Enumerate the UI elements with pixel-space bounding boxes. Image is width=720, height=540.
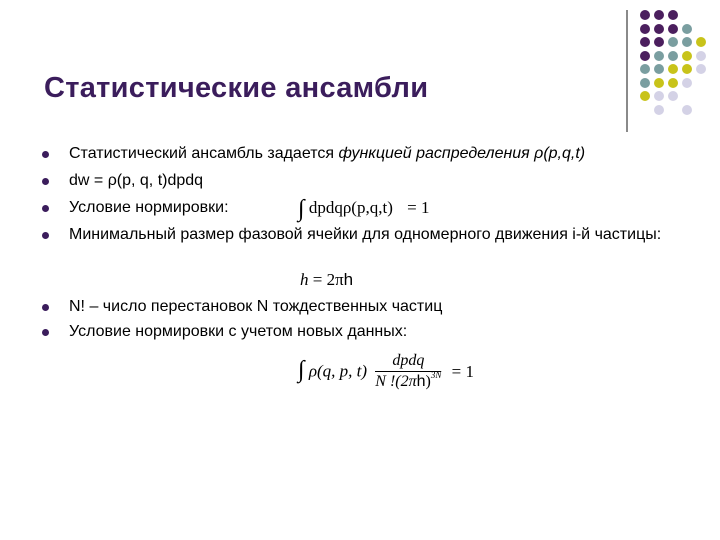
decorative-dot [640,78,650,88]
bullet-marker [42,329,49,336]
bullet-text: Условие нормировки: [69,199,229,216]
decorative-dot [668,10,678,20]
decorative-dot [668,91,678,101]
bullet-marker [42,151,49,158]
decorative-dot [696,37,706,47]
decorative-dot [696,64,706,74]
decorative-dot [640,64,650,74]
decorative-dot [640,10,650,20]
planck-h: h [300,270,309,289]
normalization-n-formula [298,352,474,391]
slide-title: Статистические ансамбли [44,72,429,104]
denominator: N $!(2\pi h)^{3N}$ [375,370,442,390]
decorative-dot [640,37,650,47]
phase-cell-formula [300,270,353,290]
decorative-dot [682,24,692,34]
decorative-dot [668,51,678,61]
decorative-dot [668,64,678,74]
decorative-dot [654,37,664,47]
normalization-formula [298,193,429,220]
bullet-marker [42,304,49,311]
decorative-dot [640,91,650,101]
decorative-dot [654,105,664,115]
decorative-dot [696,51,706,61]
numerator: dpdq [375,352,441,372]
decorative-dot [668,78,678,88]
two-pi: = 2π [312,270,344,289]
integral-sign: ∫ [298,196,305,222]
bullet-marker [42,232,49,239]
integral-sign: ∫ [298,357,305,383]
right-hand-side: = 1 [451,361,474,381]
decorative-dot [654,78,664,88]
decorative-dot [640,24,650,34]
decorative-dot [682,105,692,115]
decorative-dot [654,91,664,101]
bullet-italic-text: функцией распределения ρ(p,q,t) [338,145,586,162]
decorative-dot [682,78,692,88]
hbar-symbol: h [343,270,354,289]
right-hand-side: = 1 [407,198,430,217]
decorative-dot [668,24,678,34]
decorative-dot [654,64,664,74]
bullet-text: Условие нормировки с учетом новых данных: [69,323,408,340]
hbar-symbol: h [416,373,426,390]
bullet-text: N! – число перестановок N тождественных частиц [69,298,443,315]
bullet-marker [42,178,49,185]
fraction [375,352,441,391]
bullet-marker [42,205,49,212]
bullet-text: Статистический ансамбль задается [69,145,339,162]
decorative-dot [654,24,664,34]
decorative-dot [668,37,678,47]
decorative-dot [682,51,692,61]
decorative-dot [654,51,664,61]
decorative-dot [640,51,650,61]
decorative-dot [682,37,692,47]
decorative-dot [654,10,664,20]
exponent: 3N [430,370,442,380]
bullet-text: dw = ρ(p, q, t)dpdq [69,172,204,189]
bullet-text: Минимальный размер фазовой ячейки для одномерного движения i-й частицы: [69,226,662,243]
decorative-dot [682,64,692,74]
integrand: dpdqρ(p,q,t) [308,198,393,217]
decorative-divider [626,10,628,132]
rho-term: ρ(q, p, t) [308,361,368,381]
